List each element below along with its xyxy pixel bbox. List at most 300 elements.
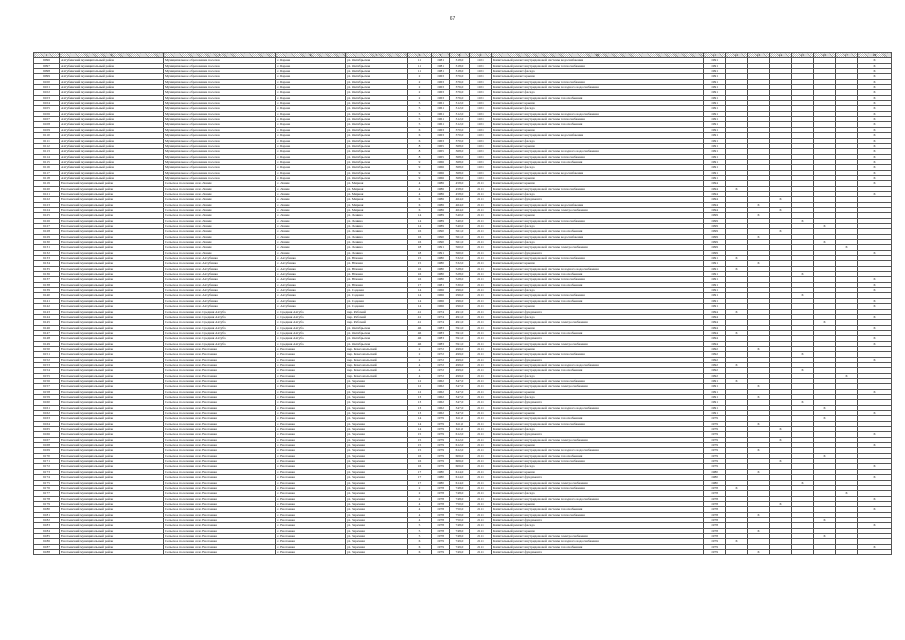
table-cell-house: 5 [408, 528, 432, 533]
table-cell-house: 2 [408, 491, 432, 496]
table-cell-code: 2111 [470, 229, 492, 234]
table-cell-plan_year: 1991 [704, 69, 726, 74]
table-cell-plan_year: 1979 [704, 432, 726, 437]
table-cell-area: 528,0 [450, 272, 470, 277]
table-cell-plan_year: 1991 [704, 85, 726, 90]
table-cell-settlement_type: Муниципальное образование поселок [164, 122, 276, 127]
table-cell-code: 2111 [470, 512, 492, 517]
table-cell-area: 611,0 [450, 421, 470, 426]
table-cell-year: 1979 [432, 443, 450, 448]
table-cell-house: 14 [408, 224, 432, 229]
table-cell-id: 6139 [34, 288, 60, 293]
table-cell-id: 6132 [34, 250, 60, 255]
table-cell-work: Капитальный ремонт внутридомовой системы холодного водоснабжения [492, 405, 704, 410]
table-cell-district: Енотаевский муниципальный район [60, 202, 164, 207]
table-cell-locality: с. Ахтубинка [276, 304, 346, 309]
table-cell-c18: Х [858, 85, 892, 90]
table-cell-code: 1101 [470, 85, 492, 90]
table-cell-code: 2111 [470, 448, 492, 453]
table-cell-c18: Х [858, 181, 892, 186]
table-cell-id: 6158 [34, 389, 60, 394]
table-cell-code: 2111 [470, 389, 492, 394]
table-cell-district: Енотаевский муниципальный район [60, 416, 164, 421]
table-cell-district: Енотаевский муниципальный район [60, 475, 164, 480]
table-cell-locality: с. Ленин [276, 207, 346, 212]
table-cell-plan_year: 1991 [704, 63, 726, 68]
table-cell-code: 2111 [470, 325, 492, 330]
table-cell-code: 1101 [470, 149, 492, 154]
table-cell-settlement_type: Муниципальное образование поселок [164, 117, 276, 122]
table-cell-street: ул. Заречная [346, 432, 408, 437]
table-cell-district: Ахтубинский муниципальный район [60, 159, 164, 164]
table-cell-c13: Х [748, 395, 770, 400]
table-cell-year: 1978 [432, 528, 450, 533]
table-cell-street: ул. Заречная [346, 411, 408, 416]
table-cell-plan_year: 1999 [704, 224, 726, 229]
table-cell-area: 748,0 [450, 528, 470, 533]
table-cell-c13: Х [748, 421, 770, 426]
table-cell-locality: с. Енотаевка [276, 491, 346, 496]
table-cell-house: 13 [408, 405, 432, 410]
table-cell-work: Капитальный ремонт внутридомовой системы водоснабжения [492, 58, 704, 63]
table-cell-settlement_type: Сельское поселение село Енотаевка [164, 400, 276, 405]
table-cell-id: 6171 [34, 459, 60, 464]
table-cell-street: ул. Заречная [346, 395, 408, 400]
column-header-settlement_type: 3 [164, 53, 276, 58]
table-cell-district: Енотаевский муниципальный район [60, 288, 164, 293]
table-cell-c13: Х [748, 202, 770, 207]
table-cell-area: 750,0 [450, 512, 470, 517]
table-cell-district: Енотаевский муниципальный район [60, 480, 164, 485]
table-cell-c12: Х [726, 309, 748, 314]
table-cell-settlement_type: Сельское поселение село Средняя Ахтуба [164, 325, 276, 330]
table-cell-plan_year: 1994 [704, 191, 726, 196]
table-cell-plan_year: 1991 [704, 395, 726, 400]
table-cell-street: ул. Октябрьская [346, 154, 408, 159]
table-cell-work: Капитальный ремонт крыши [492, 469, 704, 474]
table-cell-settlement_type: Муниципальное образование поселок [164, 170, 276, 175]
table-cell-c13: Х [748, 512, 770, 517]
table-cell-locality: с. Енотаевка [276, 544, 346, 549]
table-cell-id: 6175 [34, 480, 60, 485]
table-cell-locality: с. Енотаевка [276, 464, 346, 469]
table-cell-settlement_type: Сельское поселение село Енотаевка [164, 517, 276, 522]
table-cell-work: Капитальный ремонт внутридомовой системы водоснабжения [492, 133, 704, 138]
table-cell-code: 2111 [470, 501, 492, 506]
table-cell-id: 6123 [34, 202, 60, 207]
table-cell-year: 1966 [432, 293, 450, 298]
table-cell-id: 6109 [34, 127, 60, 132]
table-cell-house: 18 [408, 245, 432, 250]
table-cell-area: 612,0 [450, 443, 470, 448]
table-cell-locality: с. Енотаевка [276, 362, 346, 367]
table-cell-district: Енотаевский муниципальный район [60, 432, 164, 437]
table-cell-year: 1978 [432, 512, 450, 517]
table-cell-locality: с. Енотаевка [276, 384, 346, 389]
table-cell-plan_year: 1999 [704, 218, 726, 223]
table-cell-locality: с. Енотаевка [276, 405, 346, 410]
table-cell-settlement_type: Муниципальное образование поселок [164, 149, 276, 154]
table-cell-street: ул. Заречная [346, 533, 408, 538]
table-cell-locality: с. Барана [276, 122, 346, 127]
table-cell-locality: с. Барана [276, 90, 346, 95]
table-cell-year: 1972 [432, 368, 450, 373]
table-cell-id: 6107 [34, 117, 60, 122]
table-cell-code: 1101 [470, 106, 492, 111]
table-cell-c12: Х [726, 256, 748, 261]
table-cell-c18 [858, 549, 892, 554]
table-cell-plan_year: 1991 [704, 58, 726, 63]
table-cell-plan_year: 1992 [704, 373, 726, 378]
table-cell-code: 1101 [470, 154, 492, 159]
table-cell-locality: с. Барана [276, 170, 346, 175]
table-cell-house: 16 [408, 453, 432, 458]
table-cell-house: 9 [408, 170, 432, 175]
table-cell-code: 2111 [470, 357, 492, 362]
table-cell-settlement_type: Сельское поселение село Ахтубинка [164, 272, 276, 277]
table-cell-street: пер. Комсомольский [346, 362, 408, 367]
table-cell-street: ул. Заречная [346, 539, 408, 544]
column-header-year: 7 [432, 53, 450, 58]
table-cell-house: 2 [408, 485, 432, 490]
table-cell-house: 2 [408, 357, 432, 362]
table-cell-plan_year: 1978 [704, 507, 726, 512]
table-cell-area: 312,0 [450, 111, 470, 116]
table-cell-district: Ахтубинский муниципальный район [60, 170, 164, 175]
table-cell-id: 6125 [34, 213, 60, 218]
table-cell-work: Капитальный ремонт фасада [492, 106, 704, 111]
table-cell-code: 2111 [470, 523, 492, 528]
table-cell-district: Енотаевский муниципальный район [60, 395, 164, 400]
table-cell-c18: Х [858, 79, 892, 84]
table-cell-house: 13 [408, 400, 432, 405]
column-header-street: 5 [346, 53, 408, 58]
table-cell-street: ул. Заречная [346, 549, 408, 554]
table-cell-year: 1986 [432, 181, 450, 186]
table-cell-district: Енотаевский муниципальный район [60, 229, 164, 234]
table-cell-settlement_type: Сельское поселение село Енотаевка [164, 352, 276, 357]
table-cell-code: 2111 [470, 266, 492, 271]
table-cell-plan_year: 1979 [704, 539, 726, 544]
table-cell-district: Ахтубинский муниципальный район [60, 138, 164, 143]
table-cell-c13: Х [748, 469, 770, 474]
table-cell-c18: Х [858, 122, 892, 127]
table-cell-code: 2111 [470, 186, 492, 191]
table-cell-work: Капитальный ремонт фасада [492, 138, 704, 143]
table-cell-area: 347,0 [450, 395, 470, 400]
table-cell-year: 1983 [432, 341, 450, 346]
table-cell-work: Капитальный ремонт внутридомовой системы водоснабжения [492, 234, 704, 239]
table-cell-locality: с. Енотаевка [276, 517, 346, 522]
table-cell-year: 1989 [432, 213, 450, 218]
table-cell-year: 1972 [432, 346, 450, 351]
table-cell-c18: Х [858, 63, 892, 68]
table-cell-settlement_type: Сельское поселение село Енотаевка [164, 453, 276, 458]
table-cell-c16: Х [814, 416, 836, 421]
table-cell-year: 1965 [432, 149, 450, 154]
table-cell-house: 14 [408, 213, 432, 218]
table-cell-code: 2111 [470, 218, 492, 223]
table-cell-settlement_type: Сельское поселение село Енотаевка [164, 501, 276, 506]
table-cell-locality: с. Барана [276, 79, 346, 84]
table-cell-street: ул. Южная [346, 272, 408, 277]
table-cell-c16: Х [814, 517, 836, 522]
table-cell-district: Енотаевский муниципальный район [60, 266, 164, 271]
table-cell-code: 2111 [470, 202, 492, 207]
table-cell-id: 6168 [34, 443, 60, 448]
table-cell-street: ул. Октябрьская [346, 117, 408, 122]
table-cell-year: 1966 [432, 288, 450, 293]
table-cell-street: пер. Комсомольский [346, 352, 408, 357]
table-cell-house: 12 [408, 384, 432, 389]
table-cell-work: Капитальный ремонт внутридомовой системы газоснабжения [492, 544, 704, 549]
table-cell-c18: Х [858, 341, 892, 346]
table-cell-area: 591,0 [450, 325, 470, 330]
table-cell-id: 6130 [34, 240, 60, 245]
table-cell-area: 347,0 [450, 411, 470, 416]
table-cell-house: 4 [408, 501, 432, 506]
table-cell-plan_year: 1979 [704, 443, 726, 448]
table-cell-year: 1961 [432, 106, 450, 111]
table-cell-plan_year: 1978 [704, 496, 726, 501]
table-cell-street: ул. Заречная [346, 378, 408, 383]
table-cell-house: 41 [408, 320, 432, 325]
table-cell-district: Енотаевский муниципальный район [60, 325, 164, 330]
table-cell-area: 368,0 [450, 154, 470, 159]
column-header-c13: 13 [748, 53, 770, 58]
table-cell-house: 2 [408, 74, 432, 79]
table-cell-street: ул. Октябрьская [346, 336, 408, 341]
table-cell-street: ул. Ленина [346, 229, 408, 234]
table-cell-settlement_type: Сельское поселение село Ахтубинка [164, 277, 276, 282]
table-cell-work: Капитальный ремонт внутридомовой системы теплоснабжения [492, 378, 704, 383]
table-cell-locality: с. Енотаевка [276, 357, 346, 362]
table-cell-settlement_type: Сельское поселение село Средняя Ахтуба [164, 309, 276, 314]
table-cell-house: 5 [408, 111, 432, 116]
table-cell-house: 16 [408, 277, 432, 282]
table-cell-house: 2 [408, 346, 432, 351]
table-cell-area: 318,0 [450, 69, 470, 74]
table-cell-plan_year: 1991 [704, 111, 726, 116]
table-cell-id: 6138 [34, 282, 60, 287]
table-cell-settlement_type: Сельское поселение село Енотаевка [164, 539, 276, 544]
table-cell-plan_year: 1999 [704, 234, 726, 239]
table-cell-district: Енотаевский муниципальный район [60, 384, 164, 389]
table-cell-locality: с. Ленин [276, 229, 346, 234]
table-cell-settlement_type: Сельское поселение село Енотаевка [164, 378, 276, 383]
table-cell-area: 591,0 [450, 341, 470, 346]
table-cell-id: 6145 [34, 320, 60, 325]
table-cell-plan_year: 1992 [704, 352, 726, 357]
table-cell-district: Енотаевский муниципальный район [60, 459, 164, 464]
table-cell-settlement_type: Сельское поселение село Енотаевка [164, 443, 276, 448]
table-cell-id: 6167 [34, 437, 60, 442]
table-cell-district: Енотаевский муниципальный район [60, 272, 164, 277]
table-cell-district: Енотаевский муниципальный район [60, 496, 164, 501]
table-cell-district: Енотаевский муниципальный район [60, 304, 164, 309]
table-cell-work: Капитальный ремонт внутридомовой системы газоснабжения [492, 95, 704, 100]
table-cell-street: ул. Октябрьская [346, 175, 408, 180]
table-cell-settlement_type: Сельское поселение село Ленин [164, 186, 276, 191]
table-cell-id: 6184 [34, 528, 60, 533]
table-cell-house: 11 [408, 58, 432, 63]
table-cell-district: Енотаевский муниципальный район [60, 507, 164, 512]
table-cell-id: 6137 [34, 277, 60, 282]
table-cell-house: 2 [408, 496, 432, 501]
table-cell-c18: Х [858, 282, 892, 287]
table-cell-year: 1972 [432, 362, 450, 367]
table-cell-house: 5 [408, 533, 432, 538]
table-cell-c15: Х [792, 293, 814, 298]
table-cell-plan_year: 1994 [704, 207, 726, 212]
table-cell-street: ул. Октябрьская [346, 58, 408, 63]
table-cell-year: 1979 [432, 549, 450, 554]
table-cell-work: Капитальный ремонт внутридомовой системы электроснабжения [492, 341, 704, 346]
table-cell-street: ул. Мирная [346, 191, 408, 196]
table-cell-year: 1966 [432, 170, 450, 175]
table-cell-district: Ахтубинский муниципальный район [60, 127, 164, 132]
table-cell-house: 15 [408, 448, 432, 453]
table-cell-district: Енотаевский муниципальный район [60, 491, 164, 496]
table-cell-work: Капитальный ремонт внутридомовой системы электроснабжения [492, 384, 704, 389]
table-cell-area: 376,0 [450, 90, 470, 95]
table-cell-plan_year: 1979 [704, 437, 726, 442]
table-cell-locality: с. Енотаевка [276, 480, 346, 485]
table-cell-district: Енотаевский муниципальный район [60, 378, 164, 383]
table-cell-c18: Х [858, 288, 892, 293]
table-cell-c14: Х [770, 207, 792, 212]
column-header-area: 8 [450, 53, 470, 58]
table-cell-house: 15 [408, 443, 432, 448]
table-cell-code: 2111 [470, 475, 492, 480]
table-cell-street: ул. Октябрьская [346, 127, 408, 132]
table-cell-c12 [726, 549, 748, 554]
table-cell-code: 2111 [470, 288, 492, 293]
table-cell-settlement_type: Муниципальное образование поселок [164, 143, 276, 148]
table-cell-locality: с. Енотаевка [276, 507, 346, 512]
table-cell-settlement_type: Сельское поселение село Енотаевка [164, 416, 276, 421]
table-cell-district: Ахтубинский муниципальный район [60, 90, 164, 95]
table-cell-area: 750,0 [450, 507, 470, 512]
table-cell-plan_year: 1991 [704, 378, 726, 383]
table-cell-plan_year: 1978 [704, 501, 726, 506]
table-cell-code: 2111 [470, 213, 492, 218]
table-cell-c16: Х [814, 224, 836, 229]
table-cell-work: Капитальный ремонт фундамента [492, 336, 704, 341]
table-cell-plan_year: 1999 [704, 250, 726, 255]
table-cell-area: 612,0 [450, 432, 470, 437]
table-cell-house: 13 [408, 411, 432, 416]
table-cell-area: 347,0 [450, 405, 470, 410]
table-cell-year: 1983 [432, 336, 450, 341]
table-cell-settlement_type: Сельское поселение село Енотаевка [164, 448, 276, 453]
table-cell-code: 2111 [470, 528, 492, 533]
table-cell-code: 2111 [470, 261, 492, 266]
table-cell-code: 1101 [470, 170, 492, 175]
table-cell-plan_year: 1999 [704, 229, 726, 234]
table-cell-area: 611,0 [450, 416, 470, 421]
table-cell-plan_year: 1991 [704, 95, 726, 100]
table-cell-house: 6 [408, 202, 432, 207]
table-cell-id: 6113 [34, 149, 60, 154]
table-cell-plan_year: 1992 [704, 346, 726, 351]
table-cell-house: 4 [408, 507, 432, 512]
table-cell-locality: с. Средняя Ахтуба [276, 314, 346, 319]
table-cell-area: 560,0 [450, 250, 470, 255]
table-cell-year: 1979 [432, 539, 450, 544]
table-cell-area: 614,0 [450, 469, 470, 474]
table-cell-c18: Х [858, 133, 892, 138]
table-cell-district: Ахтубинский муниципальный район [60, 101, 164, 106]
table-cell-district: Ахтубинский муниципальный район [60, 69, 164, 74]
table-cell-id: 6143 [34, 309, 60, 314]
table-cell-area: 296,0 [450, 293, 470, 298]
table-cell-street: ул. Мирная [346, 202, 408, 207]
table-cell-settlement_type: Сельское поселение село Енотаевка [164, 357, 276, 362]
table-cell-street: ул. Заречная [346, 459, 408, 464]
table-cell-street: ул. Южная [346, 261, 408, 266]
table-cell-id: 6117 [34, 170, 60, 175]
table-cell-house: 11 [408, 63, 432, 68]
table-cell-work: Капитальный ремонт внутридомовой системы теплоснабжения [492, 218, 704, 223]
table-cell-code: 2111 [470, 197, 492, 202]
table-cell-work: Капитальный ремонт фасада [492, 464, 704, 469]
table-cell-work: Капитальный ремонт внутридомовой системы теплоснабжения [492, 293, 704, 298]
table-cell-plan_year: 1994 [704, 330, 726, 335]
table-cell-area: 560,0 [450, 245, 470, 250]
table-cell-locality: с. Ленин [276, 218, 346, 223]
table-cell-id: 6127 [34, 224, 60, 229]
table-cell-settlement_type: Сельское поселение село Енотаевка [164, 544, 276, 549]
table-cell-plan_year: 1992 [704, 357, 726, 362]
table-cell-district: Ахтубинский муниципальный район [60, 63, 164, 68]
table-cell-district: Енотаевский муниципальный район [60, 346, 164, 351]
table-cell-code: 1101 [470, 165, 492, 170]
table-cell-settlement_type: Сельское поселение село Енотаевка [164, 507, 276, 512]
table-cell-code: 1101 [470, 159, 492, 164]
table-cell-id: 6122 [34, 197, 60, 202]
table-cell-locality: с. Ленин [276, 250, 346, 255]
table-cell-street: ул. Южная [346, 266, 408, 271]
table-cell-settlement_type: Муниципальное образование поселок [164, 106, 276, 111]
table-cell-id: 6157 [34, 384, 60, 389]
table-cell-settlement_type: Сельское поселение село Ленин [164, 229, 276, 234]
table-cell-street: ул. Октябрьская [346, 133, 408, 138]
table-cell-settlement_type: Муниципальное образование поселок [164, 127, 276, 132]
table-cell-id: 6146 [34, 325, 60, 330]
table-cell-area: 561,0 [450, 234, 470, 239]
table-cell-house: 14 [408, 293, 432, 298]
table-cell-code: 1101 [470, 111, 492, 116]
table-cell-work: Капитальный ремонт крыши [492, 501, 704, 506]
table-cell-code: 2111 [470, 362, 492, 367]
table-cell-work: Капитальный ремонт крыши [492, 181, 704, 186]
table-cell-district: Енотаевский муниципальный район [60, 218, 164, 223]
table-cell-street: ул. Заречная [346, 475, 408, 480]
table-cell-work: Капитальный ремонт крыши [492, 175, 704, 180]
table-cell-street: пер. Рабочий [346, 314, 408, 319]
table-cell-year: 1979 [432, 459, 450, 464]
table-cell-work: Капитальный ремонт внутридомовой системы теплоснабжения [492, 421, 704, 426]
table-cell-work: Капитальный ремонт внутридомовой системы холодного водоснабжения [492, 496, 704, 501]
table-cell-settlement_type: Сельское поселение село Ленин [164, 213, 276, 218]
table-cell-district: Енотаевский муниципальный район [60, 528, 164, 533]
table-cell-settlement_type: Сельское поселение село Ахтубинка [164, 256, 276, 261]
table-cell-c16: Х [814, 405, 836, 410]
table-cell-c13: Х [748, 384, 770, 389]
table-cell-locality: с. Ленин [276, 181, 346, 186]
table-cell-year: 1966 [432, 159, 450, 164]
